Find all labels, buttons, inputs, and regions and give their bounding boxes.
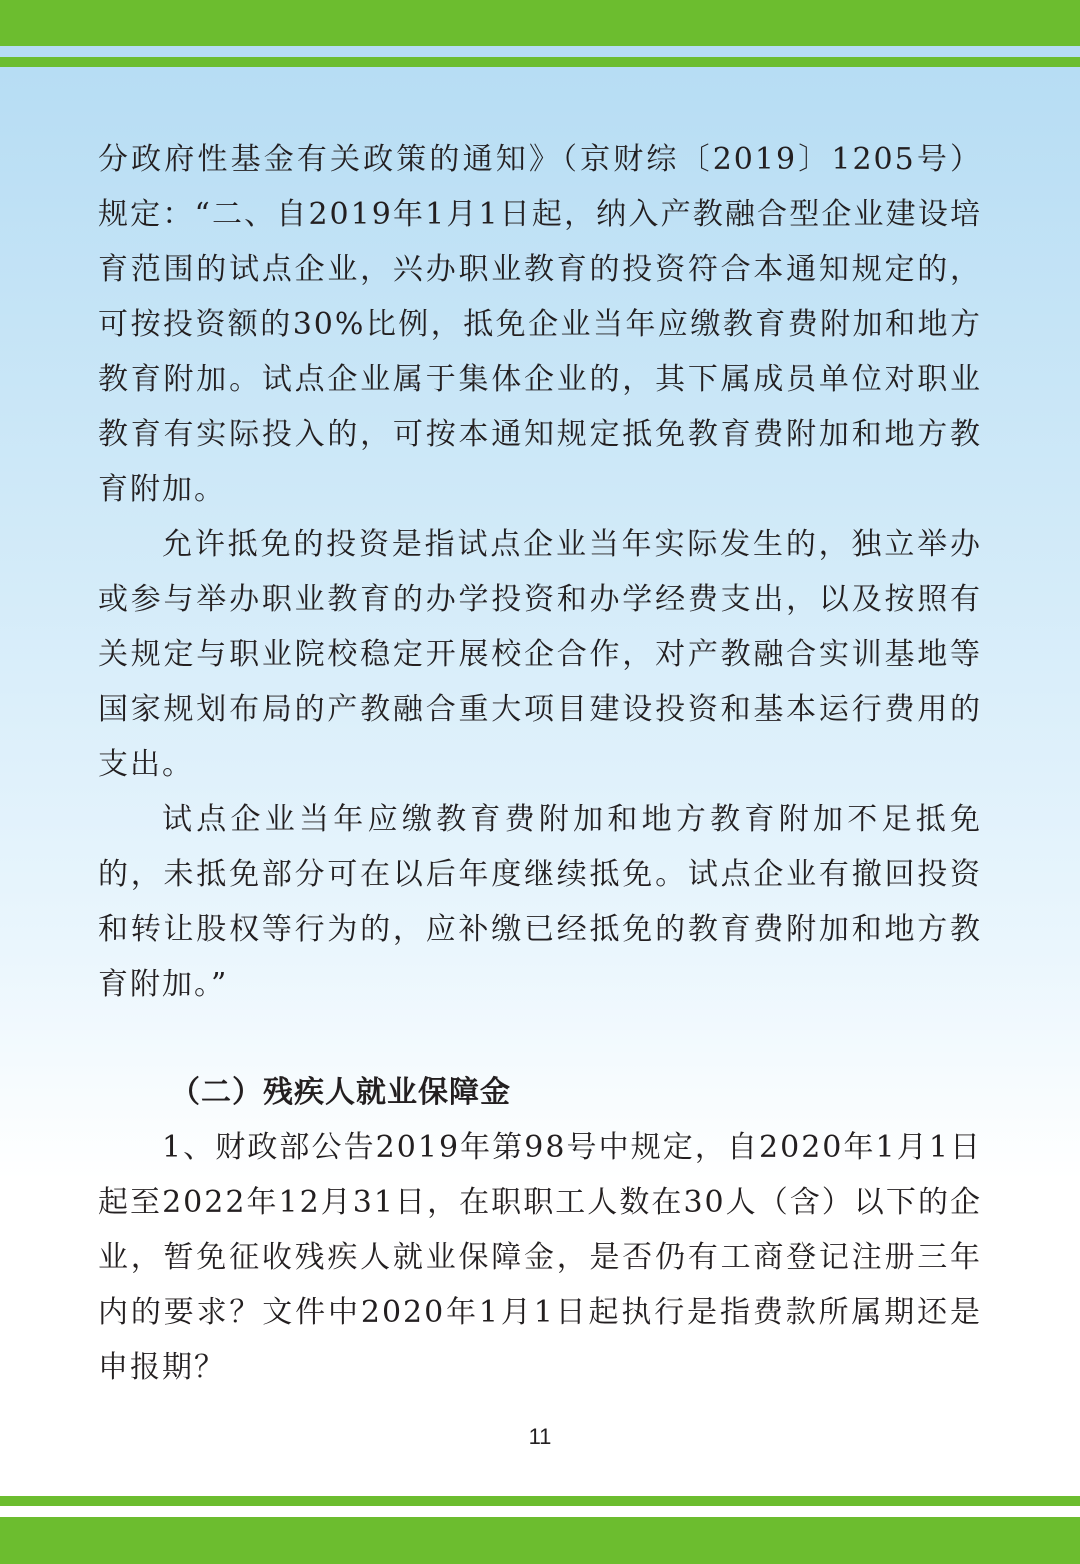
- bottom-green-stripe: [0, 1496, 1080, 1506]
- paragraph-question-1: 1、财政部公告2019年第98号中规定，自2020年1月1日起至2022年12月31日，在职职工人数在30人（含）以下的企业，暂免征收残疾人就业保障金，是否仍有工商登记注册三年内的要求？文件中2020年1月1日起执行是指费款所属期还是申报期？: [98, 1130, 982, 1385]
- top-green-band: [0, 0, 1080, 46]
- paragraph-allowed-investment: 允许抵免的投资是指试点企业当年实际发生的，独立举办或参与举办职业教育的办学投资和办学经费支出，以及按照有关规定与职业院校稳定开展校企合作，对产教融合实训基地等国家规划布局的产教融合重大项目建设投资和基本运行费用的支出。: [98, 527, 982, 782]
- document-body: [98, 132, 982, 1395]
- section-heading: （二）残疾人就业保障金: [170, 1075, 511, 1110]
- paragraph-continuation: 分政府性基金有关政策的通知》（京财综〔2019〕1205号）规定：“二、自2019年1月1日起，纳入产教融合型企业建设培育范围的试点企业，兴办职业教育的投资符合本通知规定的，可按投资额的30%比例，抵免企业当年应缴教育费附加和地方教育附加。试点企业属于集体企业的，其下属成员单位对职业教育有实际投入的，可按本通知规定抵免教育费附加和地方教育附加。: [98, 142, 982, 507]
- bottom-green-band: [0, 1517, 1080, 1564]
- paragraph-insufficient-offset: 试点企业当年应缴教育费附加和地方教育附加不足抵免的，未抵免部分可在以后年度继续抵免。试点企业有撤回投资和转让股权等行为的，应补缴已经抵免的教育费附加和地方教育附加。”: [98, 802, 982, 1002]
- page-number: 11: [528, 1424, 552, 1449]
- top-green-stripe: [0, 57, 1080, 67]
